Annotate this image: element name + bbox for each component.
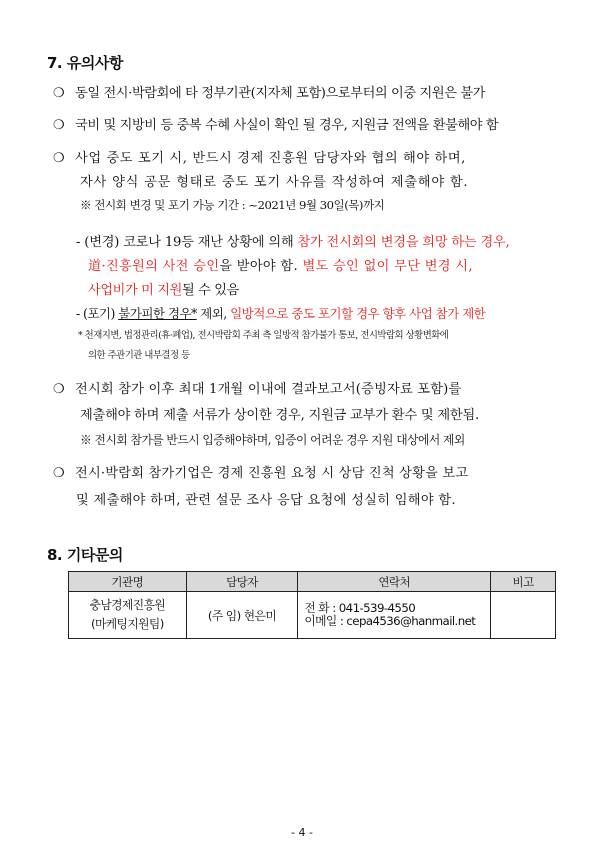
header-remark: 비고 [491,572,556,592]
contact-cell [298,592,491,639]
circle-bullet-icon: ❍ [53,151,66,166]
page-number: - 4 - [291,826,313,839]
header-contact: 연락처 [298,572,491,592]
giveup-label: - (포기) [76,306,119,321]
change-rule-text: 될 수 있음 [181,283,239,298]
notice-item-4 [53,378,461,397]
header-org: 기관명 [69,572,187,592]
notice-item-3-line-1: 사업 중도 포기 시, 반드시 경제 진흥원 담당자와 협의 해야 하며, [75,151,466,166]
notice-item-3-line-2: 자사 양식 공문 형태로 중도 포기 사유를 작성하여 제출해야 함. [80,175,469,190]
section-7-title: 7. 유의사항 [47,54,123,72]
notice-item-2 [53,114,498,133]
notice-item-2-text: 국비 및 지방비 등 중복 수혜 사실이 확인 될 경우, 지원금 전액을 환불해야 함 [75,118,499,133]
notice-item-4-line-2: 제출해야 하며 제출 서류가 상이한 경우, 지원금 교부가 환수 및 제한됨. [80,408,479,423]
email-text: 이메일 : cepa4536@hanmail.net [304,614,476,628]
change-rule-emphasis: 참가 전시회의 변경을 희망 하는 경우, [297,235,510,250]
giveup-exception: 불가피한 경우* [118,306,197,321]
circle-bullet-icon: ❍ [53,382,65,397]
notice-item-5-line-2: 및 제출해야 하며, 관련 설문 조사 응답 요청에 성실히 임해야 함. [76,493,456,508]
notice-item-1-text: 동일 전시·박람회에 타 정부기관(지자체 포함)으로부터의 이중 지원은 불가 [75,86,485,101]
circle-bullet-icon: ❍ [53,86,65,101]
giveup-footnote-line-2: 의한 주관기관 내부결정 등 [88,350,190,361]
contact-table [68,571,556,639]
notice-item-3-note: ※ 전시회 변경 및 포기 가능 기간 : ~2021년 9월 30일(목)까지 [80,198,385,212]
remark-cell [491,592,556,639]
giveup-footnote-line-1: * 천재지변, 법정관리(휴·폐업), 전시박람회 주최 측 일방적 참가불가 통보, 전시박람회 상황변화에 [78,330,449,341]
change-rule-line-1 [76,231,510,250]
org-team: (마케팅지원팀) [90,617,164,631]
section-8-title: 8. 기타문의 [47,546,123,564]
circle-bullet-icon: ❍ [53,466,65,481]
notice-item-3 [53,147,466,166]
notice-item-5-line-1: 전시·박람회 참가기업은 경제 진흥원 요청 시 상담 진척 상황을 보고 [75,466,469,481]
table-row [69,592,556,639]
notice-item-4-line-1: 전시회 참가 이후 최대 1개월 이내에 결과보고서(증빙자료 포함)를 [75,382,462,397]
notice-item-4-note: ※ 전시회 참가를 반드시 입증해야하며, 입증이 어려운 경우 지원 대상에서 제외 [80,433,465,447]
phone-text: 전 화 : 041-539-4550 [304,601,416,615]
notice-item-1 [53,82,485,101]
prior-approval-emphasis: 道·진흥원의 사전 승인 [88,259,220,274]
giveup-rule-line [76,303,485,322]
org-cell [69,592,187,639]
contact-table-header-row [69,572,556,592]
giveup-text: 제외, [196,306,231,321]
change-rule-line-2 [88,255,473,274]
change-rule-text: - (변경) 코로나 19등 재난 상황에 의해 [76,235,298,250]
manager-cell: (주 임) 현은미 [186,592,298,639]
no-funding-emphasis: 사업비가 미 지원 [88,283,182,298]
change-rule-text: 을 받아야 함. [219,259,303,274]
header-manager: 담당자 [186,572,298,592]
unauthorized-change-emphasis: 별도 승인 없이 무단 변경 시, [302,259,473,274]
notice-item-5 [53,462,468,481]
circle-bullet-icon: ❍ [53,118,65,133]
giveup-penalty-emphasis: 일방적으로 중도 포기할 경우 향후 사업 참가 제한 [230,306,486,321]
change-rule-line-3 [88,279,239,298]
org-name: 충남경제진흥원 [89,598,166,612]
